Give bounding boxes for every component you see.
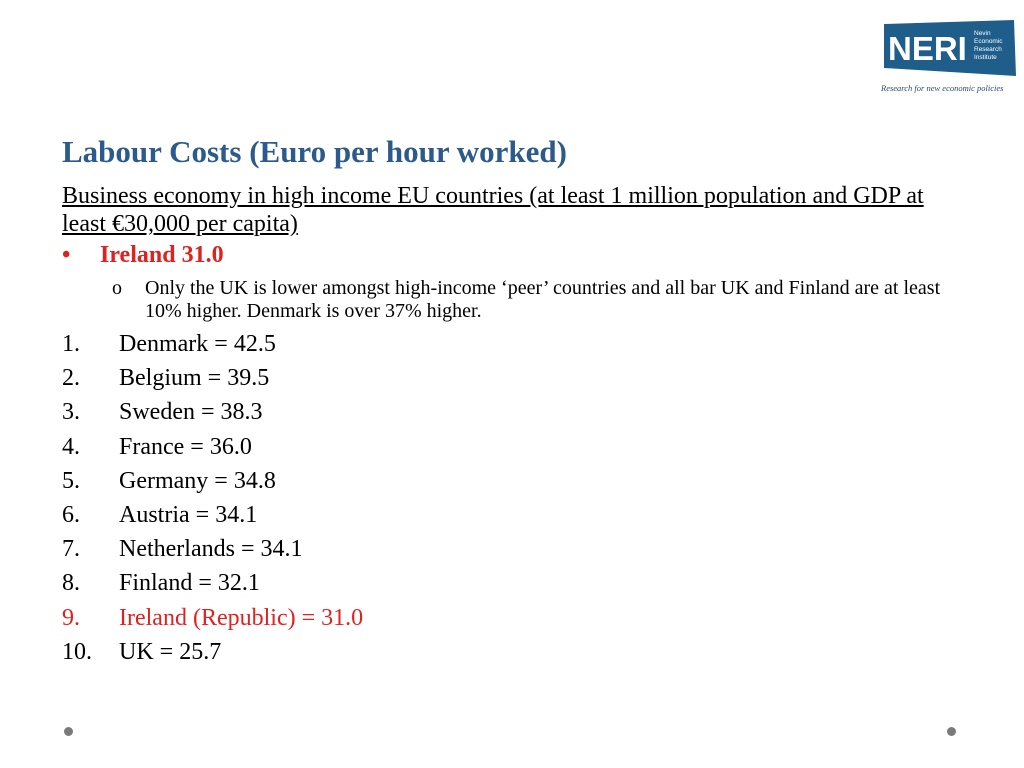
neri-logo-mark: [882, 20, 1016, 78]
previous-slide-dot-icon[interactable]: [64, 727, 73, 736]
sub-bullet: [112, 277, 952, 323]
ranking-item-highlighted: [62, 601, 363, 635]
logo-name-line-3: Research: [974, 46, 1002, 53]
ranking-number: 9.: [62, 604, 80, 631]
ranking-number: 8.: [62, 570, 80, 597]
next-slide-dot-icon[interactable]: [947, 727, 956, 736]
sub-bullet-marker: o: [112, 277, 122, 299]
neri-logo: [878, 18, 1018, 98]
logo-name-line-1: Nevin: [974, 30, 991, 37]
ranking-item: [62, 635, 363, 669]
logo-wordmark: NERI: [888, 30, 967, 67]
ranking-number: 5.: [62, 467, 80, 494]
ranking-item: [62, 464, 363, 498]
sub-bullet-text: Only the UK is lower amongst high-income ‘peer’ countries and all bar UK and Finland are at least 10% higher. Denmark is over 37% higher.: [145, 277, 941, 322]
ranking-item: [62, 395, 363, 429]
ranking-text: Sweden = 38.3: [119, 399, 263, 426]
ranking-number: 7.: [62, 536, 80, 563]
ranking-item: [62, 327, 363, 361]
ranking-text: Belgium = 39.5: [119, 365, 270, 392]
ranking-number: 3.: [62, 399, 80, 426]
ranking-number: 1.: [62, 331, 80, 357]
ranking-number: 2.: [62, 365, 80, 392]
ranking-text: France = 36.0: [119, 433, 252, 460]
ranking-text: Austria = 34.1: [119, 501, 258, 528]
slide-title: Labour Costs (Euro per hour worked): [62, 134, 567, 169]
slide-subtitle: Business economy in high income EU countries (at least 1 million population and GDP at least €30,000 per capita): [62, 183, 924, 237]
highlight-bullet: [62, 242, 224, 269]
ranking-text: Germany = 34.8: [119, 467, 276, 494]
ranking-text: Netherlands = 34.1: [119, 536, 303, 563]
logo-name-line-4: Institute: [974, 54, 997, 61]
ranking-item: [62, 566, 363, 600]
logo-name-line-2: Economic: [974, 38, 1003, 45]
ranking-number: 4.: [62, 433, 80, 460]
ranking-text: UK = 25.7: [119, 638, 222, 665]
logo-tagline: Research for new economic policies: [881, 83, 1004, 93]
ranking-number: 6.: [62, 501, 80, 528]
ranking-item: [62, 532, 363, 566]
ranking-item: [62, 430, 363, 464]
bullet-marker: •: [62, 242, 71, 268]
ranking-list: [62, 327, 363, 669]
highlight-bullet-text: Ireland 31.0: [100, 242, 224, 268]
ranking-number: 10.: [62, 638, 92, 665]
ranking-item: [62, 361, 363, 395]
ranking-text: Finland = 32.1: [119, 570, 260, 597]
ranking-item: [62, 498, 363, 532]
ranking-text: Ireland (Republic) = 31.0: [119, 604, 364, 631]
ranking-text: Denmark = 42.5: [119, 331, 276, 357]
